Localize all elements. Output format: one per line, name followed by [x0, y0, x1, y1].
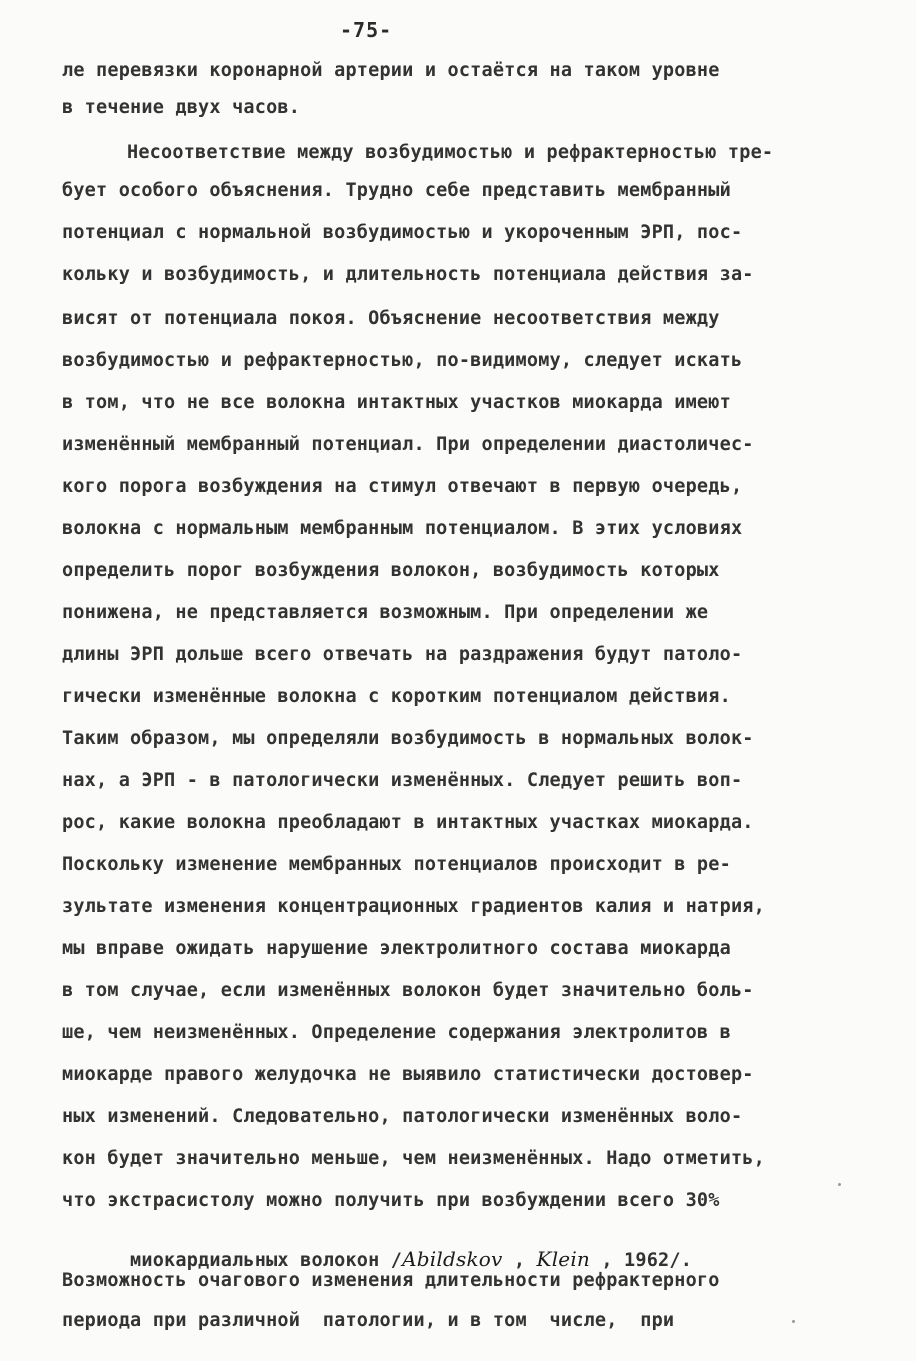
- text-line: кольку и возбудимость, и длительность потенциала действия за-: [62, 264, 754, 285]
- citation-prefix: миокардиальных волокон /: [130, 1250, 403, 1271]
- text-line: определить порог возбуждения волокон, возбудимость которых: [62, 560, 720, 581]
- paragraph-first-line: Возможность очагового изменения длительности рефрактерного: [62, 1270, 720, 1291]
- text-line: в том случае, если изменённых волокон будет значительно боль-: [62, 980, 754, 1001]
- text-line: кого порога возбуждения на стимул отвечают в первую очередь,: [62, 476, 743, 497]
- text-line: в течение двух часов.: [62, 97, 301, 118]
- speck-mark: [792, 1320, 795, 1323]
- text-line: нах, а ЭРП - в патологически изменённых. Следует решить воп-: [62, 770, 743, 791]
- text-line: Поскольку изменение мембранных потенциалов происходит в ре-: [62, 854, 731, 875]
- text-line: зультате изменения концентрационных градиентов калия и натрия,: [62, 896, 765, 917]
- page-number: -75-: [340, 18, 393, 42]
- text-line: ле перевязки коронарной артерии и остаётся на таком уровне: [62, 60, 720, 81]
- text-line: понижена, не представляется возможным. При определении же: [62, 602, 709, 623]
- text-line: кон будет значительно меньше, чем неизменённых. Надо отметить,: [62, 1148, 765, 1169]
- text-line: изменённый мембранный потенциал. При определении диастоличес-: [62, 434, 754, 455]
- text-line: волокна с нормальным мембранным потенциалом. В этих условиях: [62, 518, 743, 539]
- text-line: рос, какие волокна преобладают в интактных участках миокарда.: [62, 812, 754, 833]
- citation-author-2: Klein: [536, 1247, 590, 1271]
- text-line: периода при различной патологии, и в том числе, при: [62, 1310, 675, 1331]
- text-line: что экстрасистолу можно получить при возбуждении всего 30%: [62, 1190, 720, 1211]
- text-line: потенциал с нормальной возбудимостью и укороченным ЭРП, пос-: [62, 222, 743, 243]
- citation-separator: ,: [502, 1250, 537, 1271]
- speck-mark: [838, 1183, 841, 1186]
- text-line: висят от потенциала покоя. Объяснение несоответствия между: [62, 308, 720, 329]
- text-line: миокарде правого желудочка не выявило статистически достовер-: [62, 1064, 754, 1085]
- text-line: в том, что не все волокна интактных участков миокарда имеют: [62, 392, 731, 413]
- text-line: бует особого объяснения. Трудно себе представить мембранный: [62, 180, 731, 201]
- text-line: возбудимостью и рефрактерностью, по-видимому, следует искать: [62, 350, 743, 371]
- text-line: ше, чем неизменённых. Определение содержания электролитов в: [62, 1022, 731, 1043]
- text-line: гически изменённые волокна с коротким потенциалом действия.: [62, 686, 731, 707]
- paragraph-first-line: Несоответствие между возбудимостью и рефрактерностью тре-: [127, 142, 774, 163]
- text-line: мы вправе ожидать нарушение электролитного состава миокарда: [62, 938, 731, 959]
- text-line: ных изменений. Следовательно, патологически изменённых воло-: [62, 1106, 743, 1127]
- text-line: длины ЭРП дольше всего отвечать на раздражения будут патоло-: [62, 644, 743, 665]
- citation-suffix: , 1962/.: [590, 1250, 693, 1271]
- citation-author-1: Abildskov: [402, 1247, 503, 1271]
- text-line: Таким образом, мы определяли возбудимость в нормальных волок-: [62, 728, 754, 749]
